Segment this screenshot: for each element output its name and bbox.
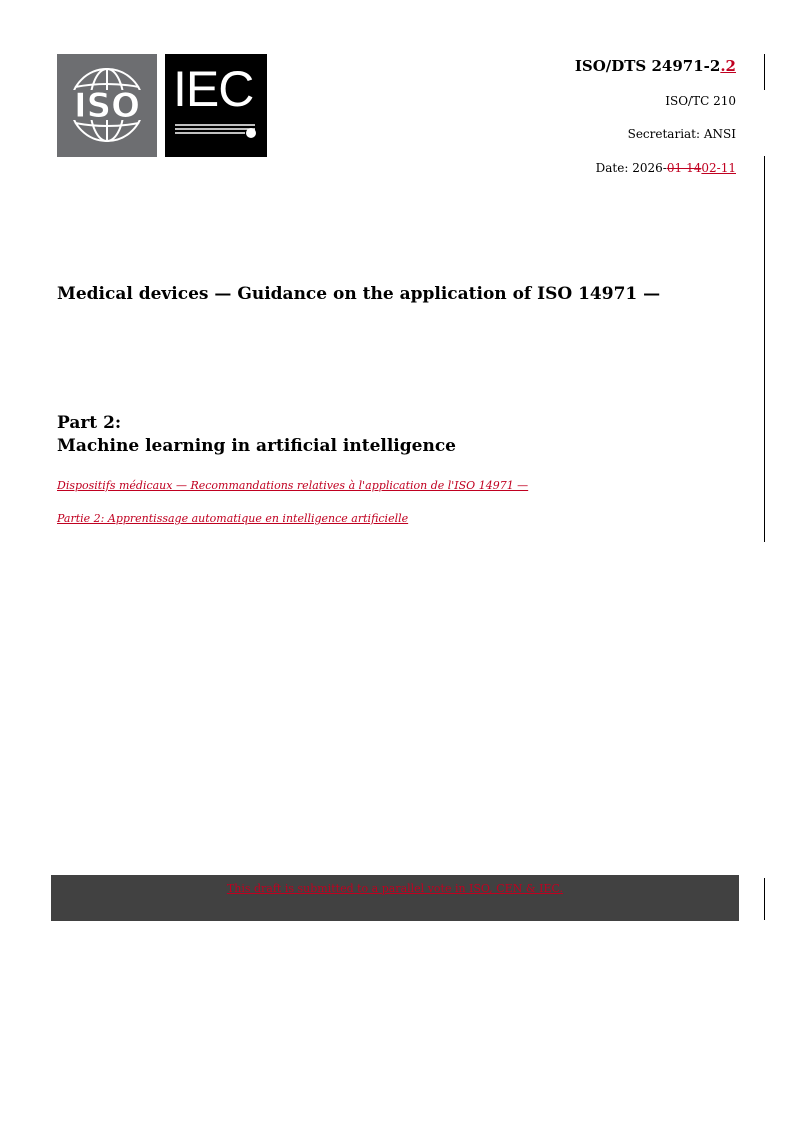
parallel-vote-banner [51,875,739,921]
part-title: Machine learning in artificial intelligence [57,436,456,456]
main-title: Medical devices — Guidance on the application of ISO 14971 — [57,284,661,304]
iec-logo-text: IEC [173,61,254,117]
iso-logo-text: ISO [73,86,141,126]
iso-globe-logo-icon [57,54,157,157]
french-part-title: Partie 2: Apprentissage automatique en intelligence artificielle [57,512,409,525]
change-bar [764,156,765,542]
banner-text: This draft is submitted to a parallel vote in ISO, CEN & IEC. [226,882,564,895]
change-bar [764,878,765,920]
iso-logo [57,54,157,157]
committee: ISO/TC 210 [665,94,736,108]
document-reference [575,57,736,75]
iec-logo [165,54,267,157]
french-main-title: Dispositifs médicaux — Recommandations relatives à l'application de l'ISO 14971 — [57,479,529,492]
inserted-date-text: 02-11 [701,161,736,175]
document-number: ISO/DTS 24971-2 [574,57,721,75]
change-bar [764,54,765,90]
inserted-revision-text: .2 [720,57,736,75]
document-date [596,161,736,175]
deleted-date-text: 01-14 [666,161,702,175]
date-prefix: Date: 2026- [595,161,667,175]
iec-logo-lines-icon [165,54,267,157]
part-number: Part 2: [57,413,122,433]
secretariat: Secretariat: ANSI [627,127,736,141]
